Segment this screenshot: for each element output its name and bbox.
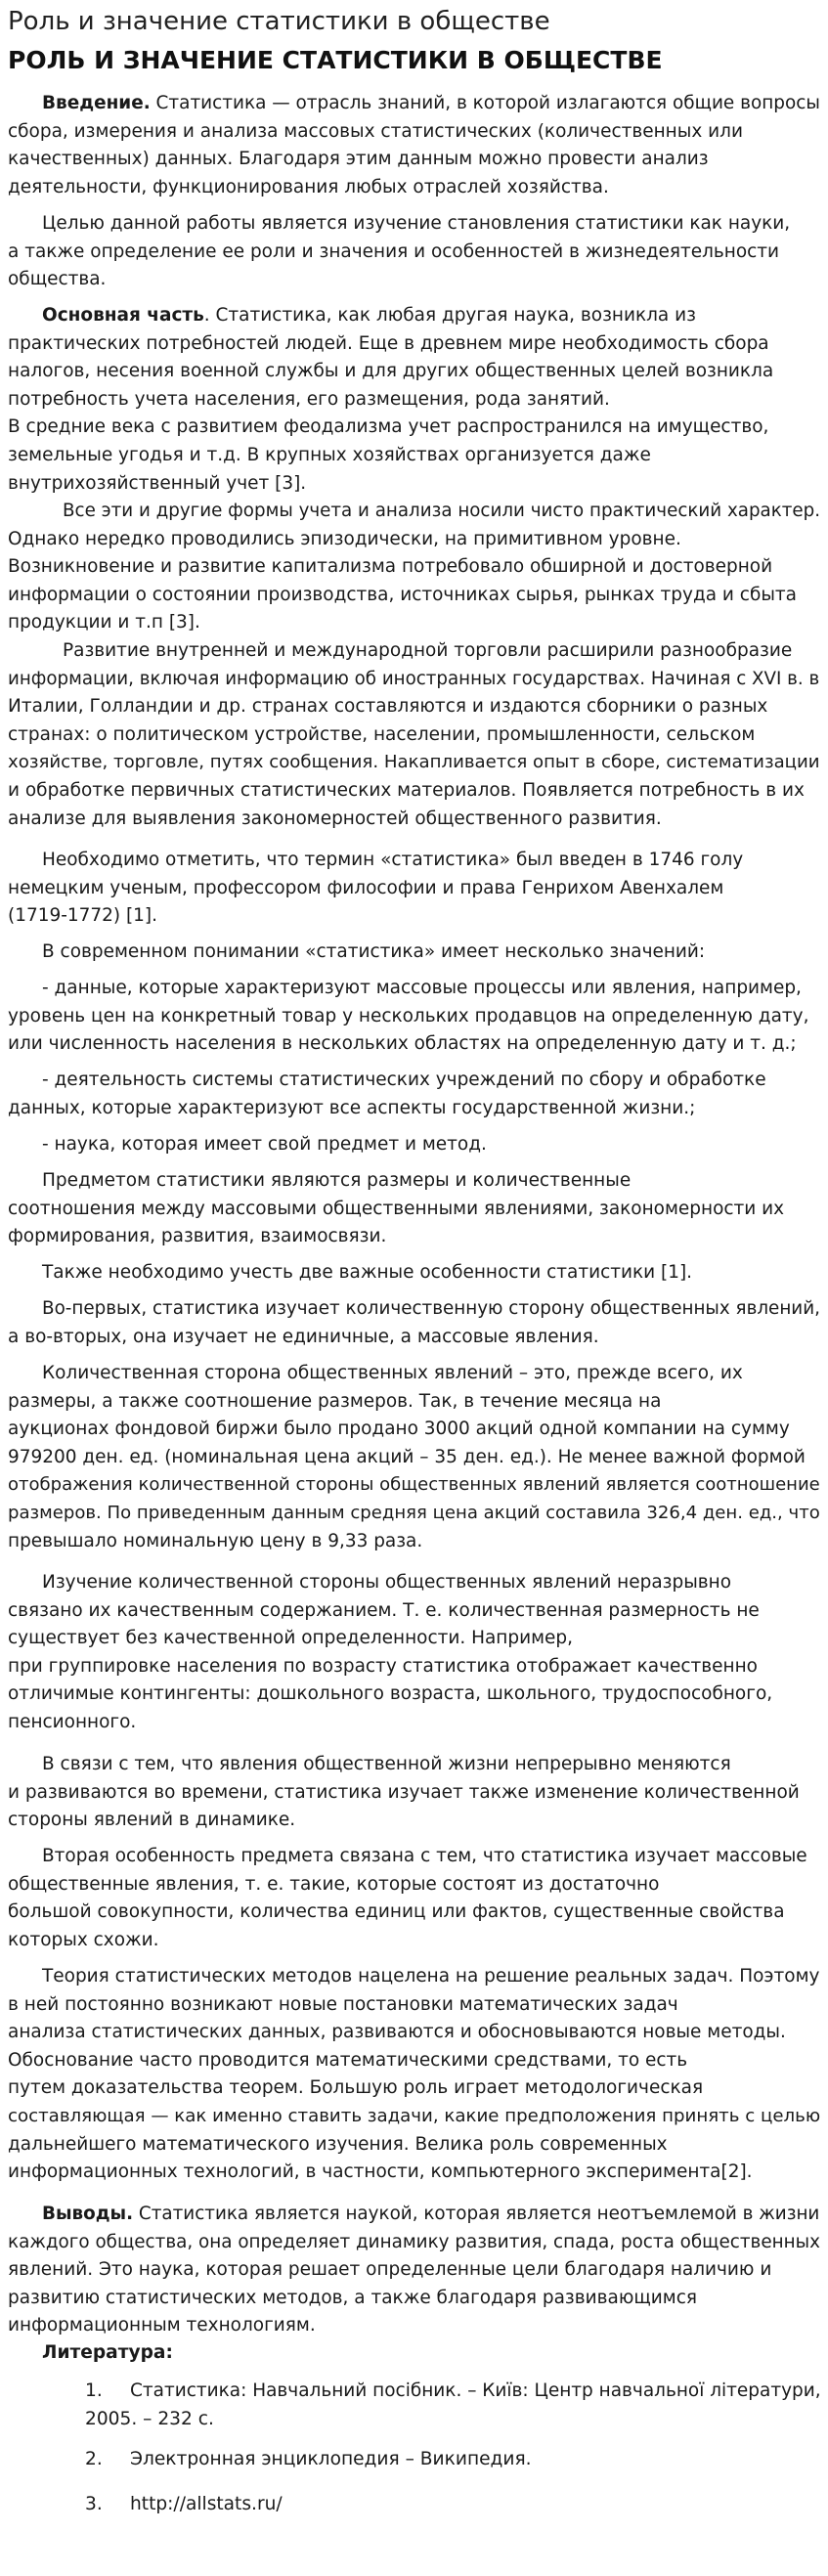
quantitative-paragraph: Количественная сторона общественных явлений – это, прежде всего, их размеры, а также соотношение размеров. Так, в течение месяца на аукционах фондовой биржи было продано 3000 акций одной компании на сумму 979200 ден. ед. (номинальная цена акций – 35 ден. ед.). Не менее важной формой отображения количественной стороны общественных явлений является соотношение размеров. По приведенным данным средняя цена акций составила 326,4 ден. ед., что превышало номинальную цену в 9,33 раза. — [8, 1363, 820, 1551]
activity-meaning-paragraph: - деятельность системы статистических учреждений по сбору и обработке данных, которые характеризуют все аспекты государственной жизни.; — [8, 1070, 766, 1118]
second-feature-paragraph: Вторая особенность предмета связана с тем, что статистика изучает массовые общественные явления, т. е. такие, которые состоят из достаточно большой совокупности, количества единиц или фактов, существенные свойства которых схожи. — [8, 1846, 807, 1950]
list-item-number: 3. — [85, 2494, 103, 2514]
conclusion-paragraph: Выводы. Статистика является наукой, которая является неотъемлемой в жизни каждого общества, она определяет динамику развития, спада, роста общественных явлений. Это наука, которая решает определенные цели благодаря наличию и развитию статистических методов, а также благодаря развивающимся информационным технологиям. — [8, 2204, 820, 2336]
main-heading: РОЛЬ И ЗНАЧЕНИЕ СТАТИСТИКИ В ОБЩЕСТВЕ — [8, 46, 663, 74]
term-paragraph: Необходимо отметить, что термин «статистика» был введен в 1746 голу немецким ученым, профессором философии и права Генрихом Авенхалем (1719-1772) [1]. — [8, 850, 744, 927]
forms-paragraph: Все эти и другие формы учета и анализа носили чисто практический характер. Однако нередко проводились эпизодически, на примитивном уровне. Возникновение и развитие капитализма потребовало обширной и достоверной информации о состоянии производства, источниках сырья, рынках труда и сбыта продукции и т.п [3]. — [8, 501, 821, 633]
subject-paragraph: Предметом статистики являются размеры и количественные соотношения между массовыми общественными явлениями, закономерности их формирования, развития, взаимосвязи. — [8, 1170, 785, 1247]
page-title: Роль и значение статистики в обществе — [8, 7, 550, 36]
main-part-paragraph: Основная часть. Статистика, как любая другая наука, возникла из практических потребностей людей. Еще в древнем мире необходимость сбора налогов, несения военной службы и для других общественных целей возникла потребность учета населения, его размещения, рода занятий. В средние века с развитием феодализма учет распространился на имущество, земельные угодья и т.д. В крупных хозяйствах организуется даже внутрихозяйственный учет [3]. — [8, 305, 774, 494]
list-item-number: 2. — [85, 2449, 103, 2469]
meanings-paragraph: В современном понимании «статистика» имеет несколько значений: — [42, 941, 706, 962]
features-paragraph: Также необходимо учесть две важные особенности статистики [1]. — [42, 1262, 693, 1283]
study-paragraph: Изучение количественной стороны общественных явлений неразрывно связано их качественным содержанием. Т. е. количественная размерность не существует без качественной определенности. Например, при группировке населения по возрасту статистика отображает качественно отличимые контингенты: дошкольного возраста, школьного, трудоспособного, пенсионного. — [8, 1572, 773, 1732]
conclusion-label: Выводы. — [42, 2204, 134, 2224]
list-item-text: 2005. – 232 с. — [85, 2409, 214, 2429]
science-meaning-paragraph: - наука, которая имеет свой предмет и метод. — [42, 1134, 487, 1155]
list-item-number: 1. — [85, 2380, 103, 2401]
intro-paragraph: Введение. Статистика — отрасль знаний, в которой излагаются общие вопросы сбора, измерения и анализа массовых статистических (количественных или качественных) данных. Благодаря этим данным можно провести анализ деятельности, функционирования любых отраслей хозяйства. — [8, 93, 820, 197]
list-item-text: Статистика: Навчальний посібник. – Київ: Центр навчальної літератури, — [130, 2380, 821, 2401]
trade-paragraph: Развитие внутренней и международной торговли расширили разнообразие информации, включая информацию об иностранных государствах. Начиная с XVI в. в Италии, Голландии и др. странах составляются и издаются сборники о разных странах: о политическом устройстве, населении, промышленности, сельском хозяйстве, торговле, путях сообщения. Накапливается опыт в сборе, систематизации и обработке первичных статистических материалов. Появляется потребность в их анализе для выявления закономерностей общественного развития. — [8, 640, 820, 829]
data-meaning-paragraph: - данные, которые характеризуют массовые процессы или явления, например, уровень цен на конкретный товар у нескольких продавцов на определенную дату, или численность населения в нескольких областях на определенную дату и т. д.; — [8, 978, 809, 1055]
goal-paragraph: Целью данной работы является изучение становления статистики как науки, а также определение ее роли и значения и особенностей в жизнедеятельности общества. — [8, 213, 791, 290]
literature-title: Литература: — [42, 2342, 173, 2363]
intro-label: Введение. — [42, 93, 151, 113]
main-part-label: Основная часть — [42, 305, 204, 326]
reference-link[interactable]: http://allstats.ru/ — [130, 2494, 283, 2514]
list-item-text: Электронная энциклопедия – Википедия. — [130, 2449, 532, 2469]
theory-paragraph: Теория статистических методов нацелена на решение реальных задач. Поэтому в ней постоянно возникают новые постановки математических задач анализа статистических данных, развиваются и обосновываются новые методы. Обоснование часто проводится математическими средствами, то есть путем доказательства теорем. Большую роль играет методологическая составляющая — как именно ставить задачи, какие предположения принять с целью дальнейшего математического изучения. Велика роль современных информационных технологий, в частности, компьютерного эксперимента[2]. — [8, 1966, 821, 2183]
change-paragraph: В связи с тем, что явления общественной жизни непрерывно меняются и развиваются во времени, статистика изучает также изменение количественной стороны явлений в динамике. — [8, 1754, 800, 1831]
first-feature-paragraph: Во-первых, статистика изучает количественную сторону общественных явлений, а во-вторых, она изучает не единичные, а массовые явления. — [8, 1298, 820, 1347]
